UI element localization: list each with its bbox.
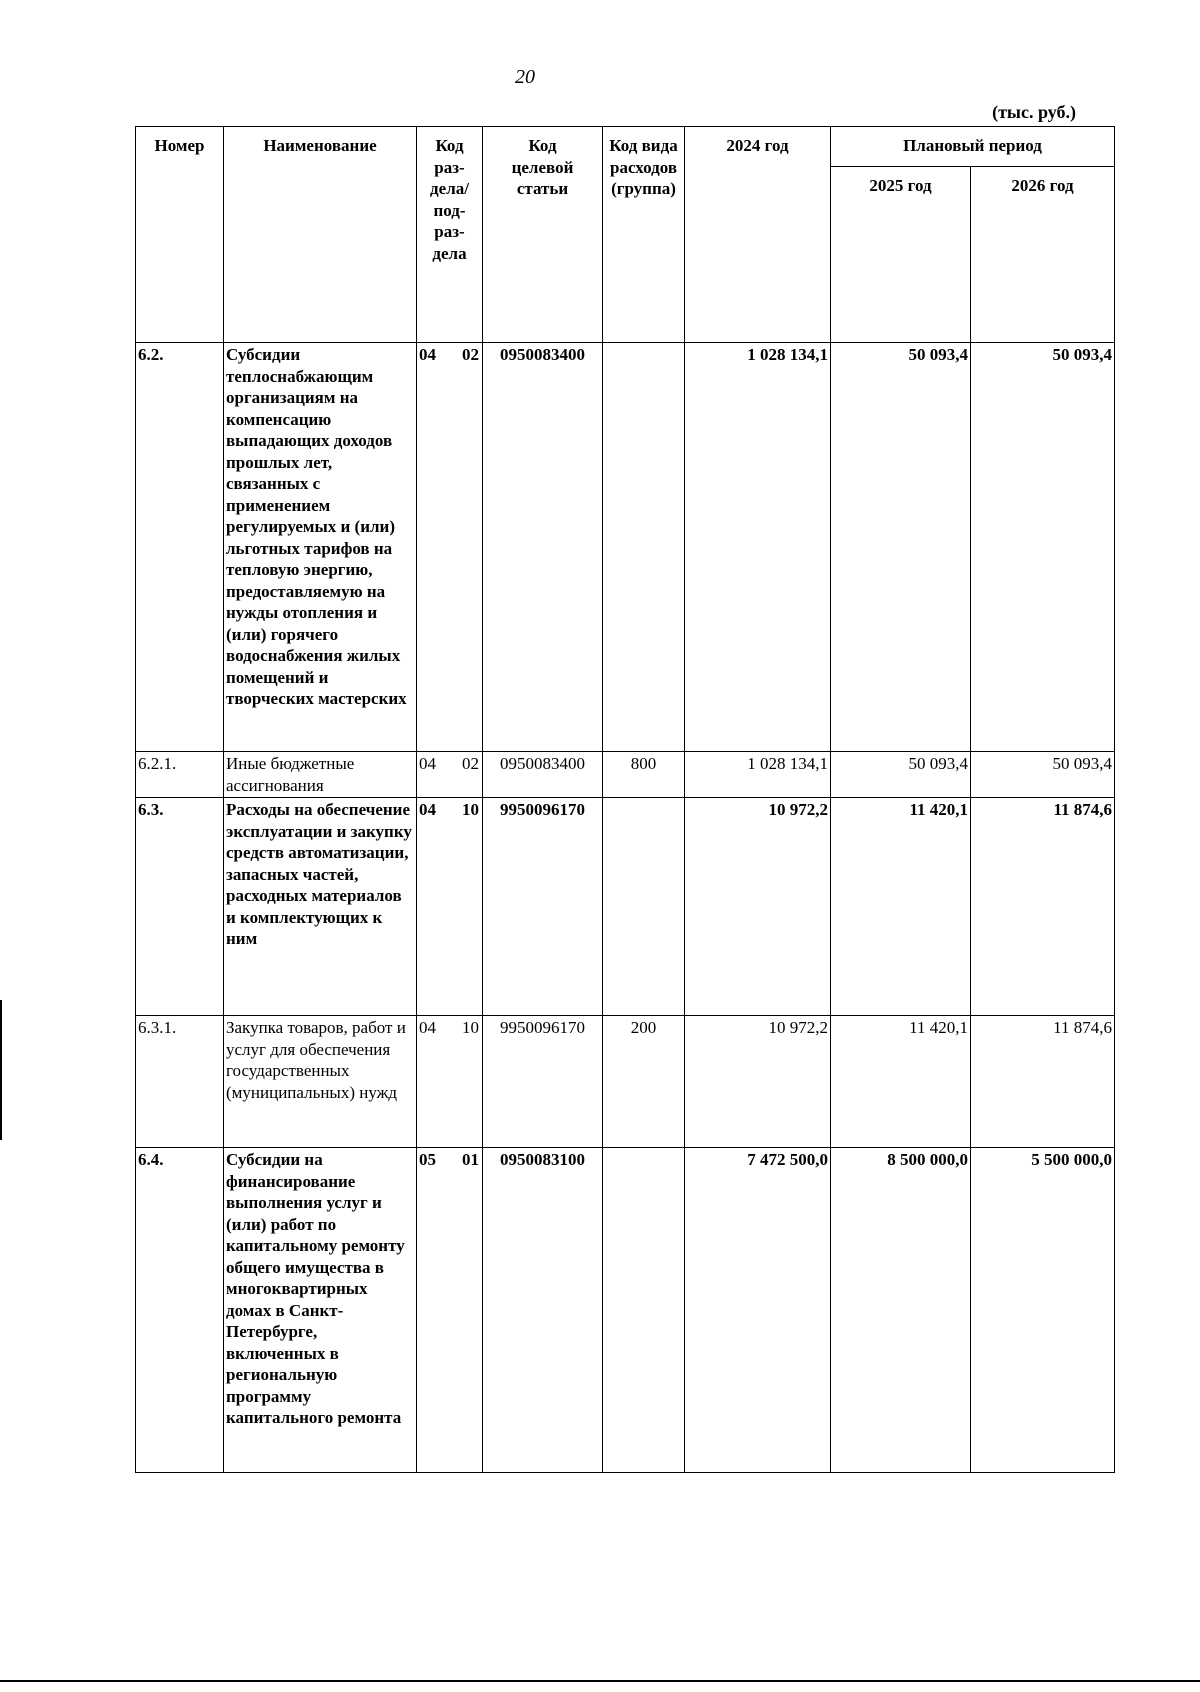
row-target: 0950083400 bbox=[483, 343, 603, 752]
row-2026: 50 093,4 bbox=[971, 343, 1115, 752]
table-row bbox=[136, 1016, 1115, 1148]
row-2024: 1 028 134,1 bbox=[685, 343, 831, 752]
header-target: Код целевой статьи bbox=[483, 127, 603, 343]
row-section bbox=[417, 343, 483, 752]
row-number: 6.2.1. bbox=[136, 752, 224, 798]
table-row bbox=[136, 798, 1115, 1016]
row-2025: 50 093,4 bbox=[831, 752, 971, 798]
row-2024: 10 972,2 bbox=[685, 1016, 831, 1148]
section-code: 04 bbox=[419, 1018, 436, 1037]
row-name: Субсидии теплоснабжающим организациям на компенсацию выпадающих доходов прошлых лет, связанных с применением регулируемых и (или) льготных тарифов на тепловую энергию, предоставляемую на нужды отопления и (или) горячего водоснабжения жилых помещений и творческих мастерских bbox=[224, 343, 417, 752]
scan-mark bbox=[0, 1000, 2, 1140]
table-row bbox=[136, 752, 1115, 798]
row-kind bbox=[603, 343, 685, 752]
row-number: 6.2. bbox=[136, 343, 224, 752]
row-2025: 50 093,4 bbox=[831, 343, 971, 752]
row-2025: 11 420,1 bbox=[831, 1016, 971, 1148]
section-code: 04 bbox=[419, 754, 436, 773]
header-2024: 2024 год bbox=[685, 127, 831, 343]
row-2024: 10 972,2 bbox=[685, 798, 831, 1016]
page-number: 20 bbox=[515, 66, 535, 88]
row-number: 6.3.1. bbox=[136, 1016, 224, 1148]
row-2026: 50 093,4 bbox=[971, 752, 1115, 798]
row-2025: 11 420,1 bbox=[831, 798, 971, 1016]
table-row bbox=[136, 343, 1115, 752]
row-2026: 11 874,6 bbox=[971, 798, 1115, 1016]
row-name: Субсидии на финансирование выполнения услуг и (или) работ по капитальному ремонту общего имущества в многоквартирных домах в Санкт-Петербурге, включенных в региональную программу капитального ремонта bbox=[224, 1148, 417, 1473]
header-2025: 2025 год bbox=[831, 167, 971, 343]
budget-table bbox=[135, 126, 1115, 1473]
row-target: 0950083400 bbox=[483, 752, 603, 798]
row-name: Расходы на обеспечение эксплуатации и закупку средств автоматизации, запасных частей, расходных материалов и комплектующих к ним bbox=[224, 798, 417, 1016]
row-2024: 1 028 134,1 bbox=[685, 752, 831, 798]
row-name: Иные бюджетные ассигнования bbox=[224, 752, 417, 798]
subsection-code: 02 bbox=[462, 754, 479, 773]
row-kind bbox=[603, 1148, 685, 1473]
header-name: Наименование bbox=[224, 127, 417, 343]
row-kind: 200 bbox=[603, 1016, 685, 1148]
row-2026: 11 874,6 bbox=[971, 1016, 1115, 1148]
row-2025: 8 500 000,0 bbox=[831, 1148, 971, 1473]
row-section bbox=[417, 1016, 483, 1148]
header-section: Код раз-дела/ под-раз-дела bbox=[417, 127, 483, 343]
row-kind bbox=[603, 798, 685, 1016]
row-target: 9950096170 bbox=[483, 1016, 603, 1148]
subsection-code: 10 bbox=[462, 800, 479, 819]
section-code: 05 bbox=[419, 1150, 436, 1169]
row-section bbox=[417, 752, 483, 798]
row-section bbox=[417, 798, 483, 1016]
row-target: 0950083100 bbox=[483, 1148, 603, 1473]
row-number: 6.4. bbox=[136, 1148, 224, 1473]
subsection-code: 01 bbox=[462, 1150, 479, 1169]
units-label: (тыс. руб.) bbox=[992, 102, 1076, 122]
header-expense-type: Код вида расходов (группа) bbox=[603, 127, 685, 343]
scan-edge-line bbox=[0, 1680, 1200, 1682]
row-2026: 5 500 000,0 bbox=[971, 1148, 1115, 1473]
header-number: Номер bbox=[136, 127, 224, 343]
row-name: Закупка товаров, работ и услуг для обеспечения государственных (муниципальных) нужд bbox=[224, 1016, 417, 1148]
row-section bbox=[417, 1148, 483, 1473]
section-code: 04 bbox=[419, 800, 436, 819]
header-planned-period: Плановый период bbox=[831, 127, 1115, 167]
section-code: 04 bbox=[419, 345, 436, 364]
subsection-code: 10 bbox=[462, 1018, 479, 1037]
table-row bbox=[136, 1148, 1115, 1473]
subsection-code: 02 bbox=[462, 345, 479, 364]
row-number: 6.3. bbox=[136, 798, 224, 1016]
row-target: 9950096170 bbox=[483, 798, 603, 1016]
row-2024: 7 472 500,0 bbox=[685, 1148, 831, 1473]
row-kind: 800 bbox=[603, 752, 685, 798]
header-2026: 2026 год bbox=[971, 167, 1115, 343]
